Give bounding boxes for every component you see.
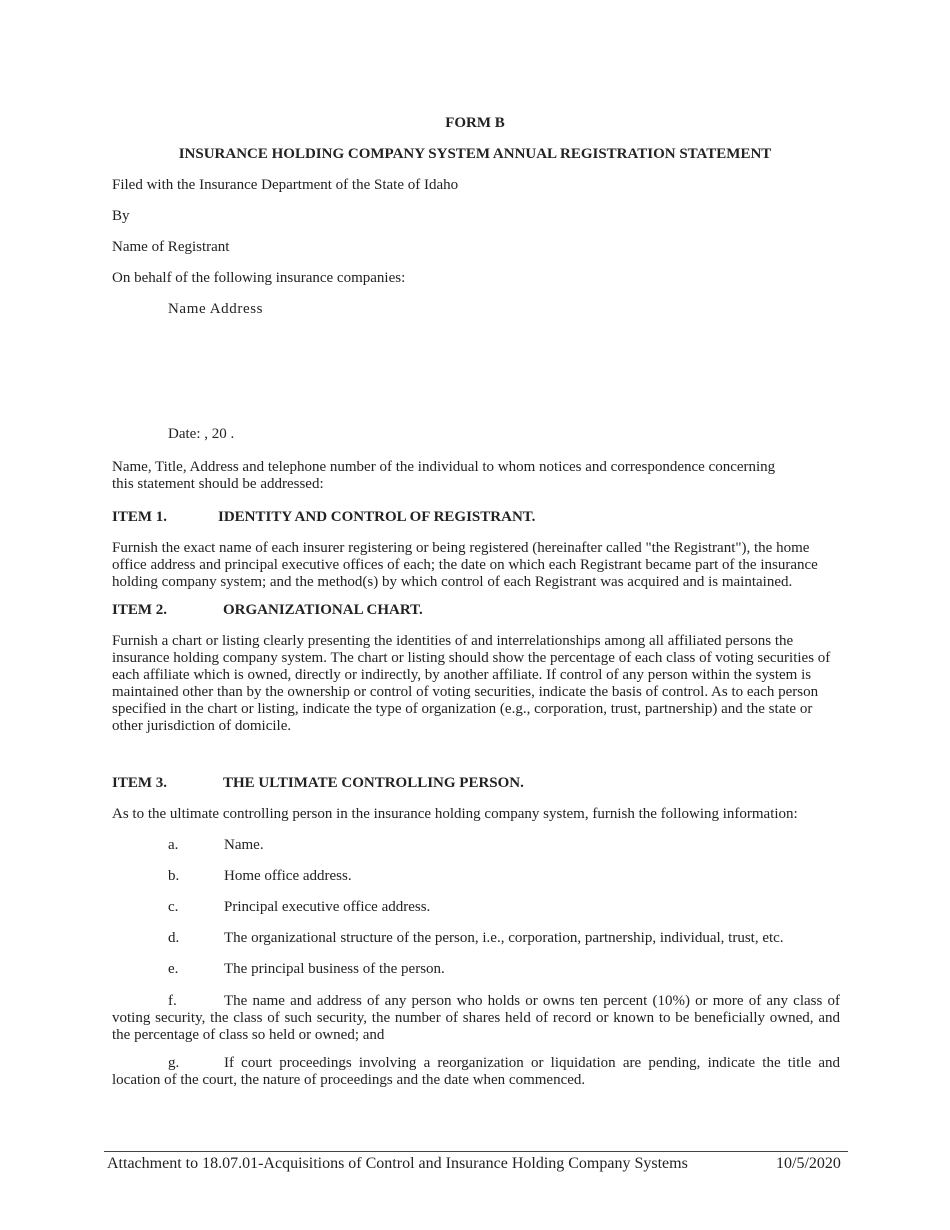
statement-title: INSURANCE HOLDING COMPANY SYSTEM ANNUAL REGISTRATION STATEMENT — [178, 146, 772, 162]
list-letter: e. — [168, 961, 179, 977]
footer-divider — [104, 1151, 848, 1152]
list-text: Home office address. — [224, 868, 352, 884]
item-3-intro: As to the ultimate controlling person in the insurance holding company system, furnish the following information: — [112, 806, 798, 822]
list-letter: d. — [168, 930, 180, 946]
item-1-number: ITEM 1. — [112, 509, 168, 525]
item-1-heading — [112, 509, 535, 526]
on-behalf-text: On behalf of the following insurance companies: — [112, 270, 406, 286]
list-item — [168, 961, 445, 978]
list-item — [168, 930, 784, 947]
list-text: If court proceedings involving a reorganization or liquidation are pending, indicate the title and location of the court, the nature of proceedings and the date when commenced. — [112, 1055, 840, 1088]
list-text: The principal business of the person. — [224, 961, 445, 977]
list-item — [168, 868, 352, 885]
list-text: Principal executive office address. — [224, 899, 431, 915]
list-letter: a. — [168, 837, 179, 853]
item-3-title: THE ULTIMATE CONTROLLING PERSON. — [223, 775, 524, 791]
item-1-text: Furnish the exact name of each insurer registering or being registered (hereinafter called "the Registrant"), the home office address and principal executive offices of each; the date on which each Registrant became part of the insurance holding company system; and the method(s) by which control of each Registrant was acquired and is maintained. — [112, 540, 818, 590]
list-item — [168, 899, 430, 916]
form-title: FORM B — [445, 115, 505, 131]
item-3-number: ITEM 3. — [112, 775, 168, 791]
notices-line-2: this statement should be addressed: — [112, 476, 324, 492]
filed-with-text: Filed with the Insurance Department of the State of Idaho — [112, 177, 459, 193]
date-line: Date: , 20 . — [168, 426, 235, 442]
list-item-g — [112, 1055, 840, 1089]
item-2-heading — [112, 602, 423, 619]
item-2-number: ITEM 2. — [112, 602, 168, 618]
list-letter: g. — [168, 1055, 180, 1071]
list-letter: f. — [168, 993, 177, 1009]
list-letter: c. — [168, 899, 179, 915]
item-1-title: IDENTITY AND CONTROL OF REGISTRANT. — [218, 509, 536, 525]
name-address-label: Name Address — [168, 301, 264, 317]
item-3-heading — [112, 775, 524, 792]
list-text: Name. — [224, 837, 264, 853]
list-letter: b. — [168, 868, 180, 884]
list-item-f — [112, 993, 840, 1044]
item-2-text: Furnish a chart or listing clearly presenting the identities of and interrelationships among all affiliated persons the insurance holding company system. The chart or listing should show the percentage of each class of voting securities of each affiliate which is owned, directly or indirectly, by another affiliate. If control of any person within the system is maintained other than by the ownership or control of voting securities, indicate the basis of control. As to each person specified in the chart or listing, indicate the type of organization (e.g., corporation, trust, partnership) and the state or other jurisdiction of domicile. — [112, 633, 831, 734]
item-2-title: ORGANIZATIONAL CHART. — [223, 602, 423, 618]
list-text: The name and address of any person who holds or owns ten percent (10%) or more of any class of voting security, the class of such security, the number of shares held of record or known to be beneficially owned, and the percentage of class so held or owned; and — [112, 993, 840, 1043]
registrant-label: Name of Registrant — [112, 239, 230, 255]
by-label: By — [112, 208, 130, 224]
notices-line-1: Name, Title, Address and telephone number of the individual to whom notices and correspondence concerning — [112, 459, 776, 475]
footer-date: 10/5/2020 — [776, 1155, 841, 1172]
list-text: The organizational structure of the person, i.e., corporation, partnership, individual, trust, etc. — [224, 930, 784, 946]
footer-attachment: Attachment to 18.07.01-Acquisitions of Control and Insurance Holding Company Systems — [107, 1155, 688, 1172]
list-item — [168, 837, 264, 854]
